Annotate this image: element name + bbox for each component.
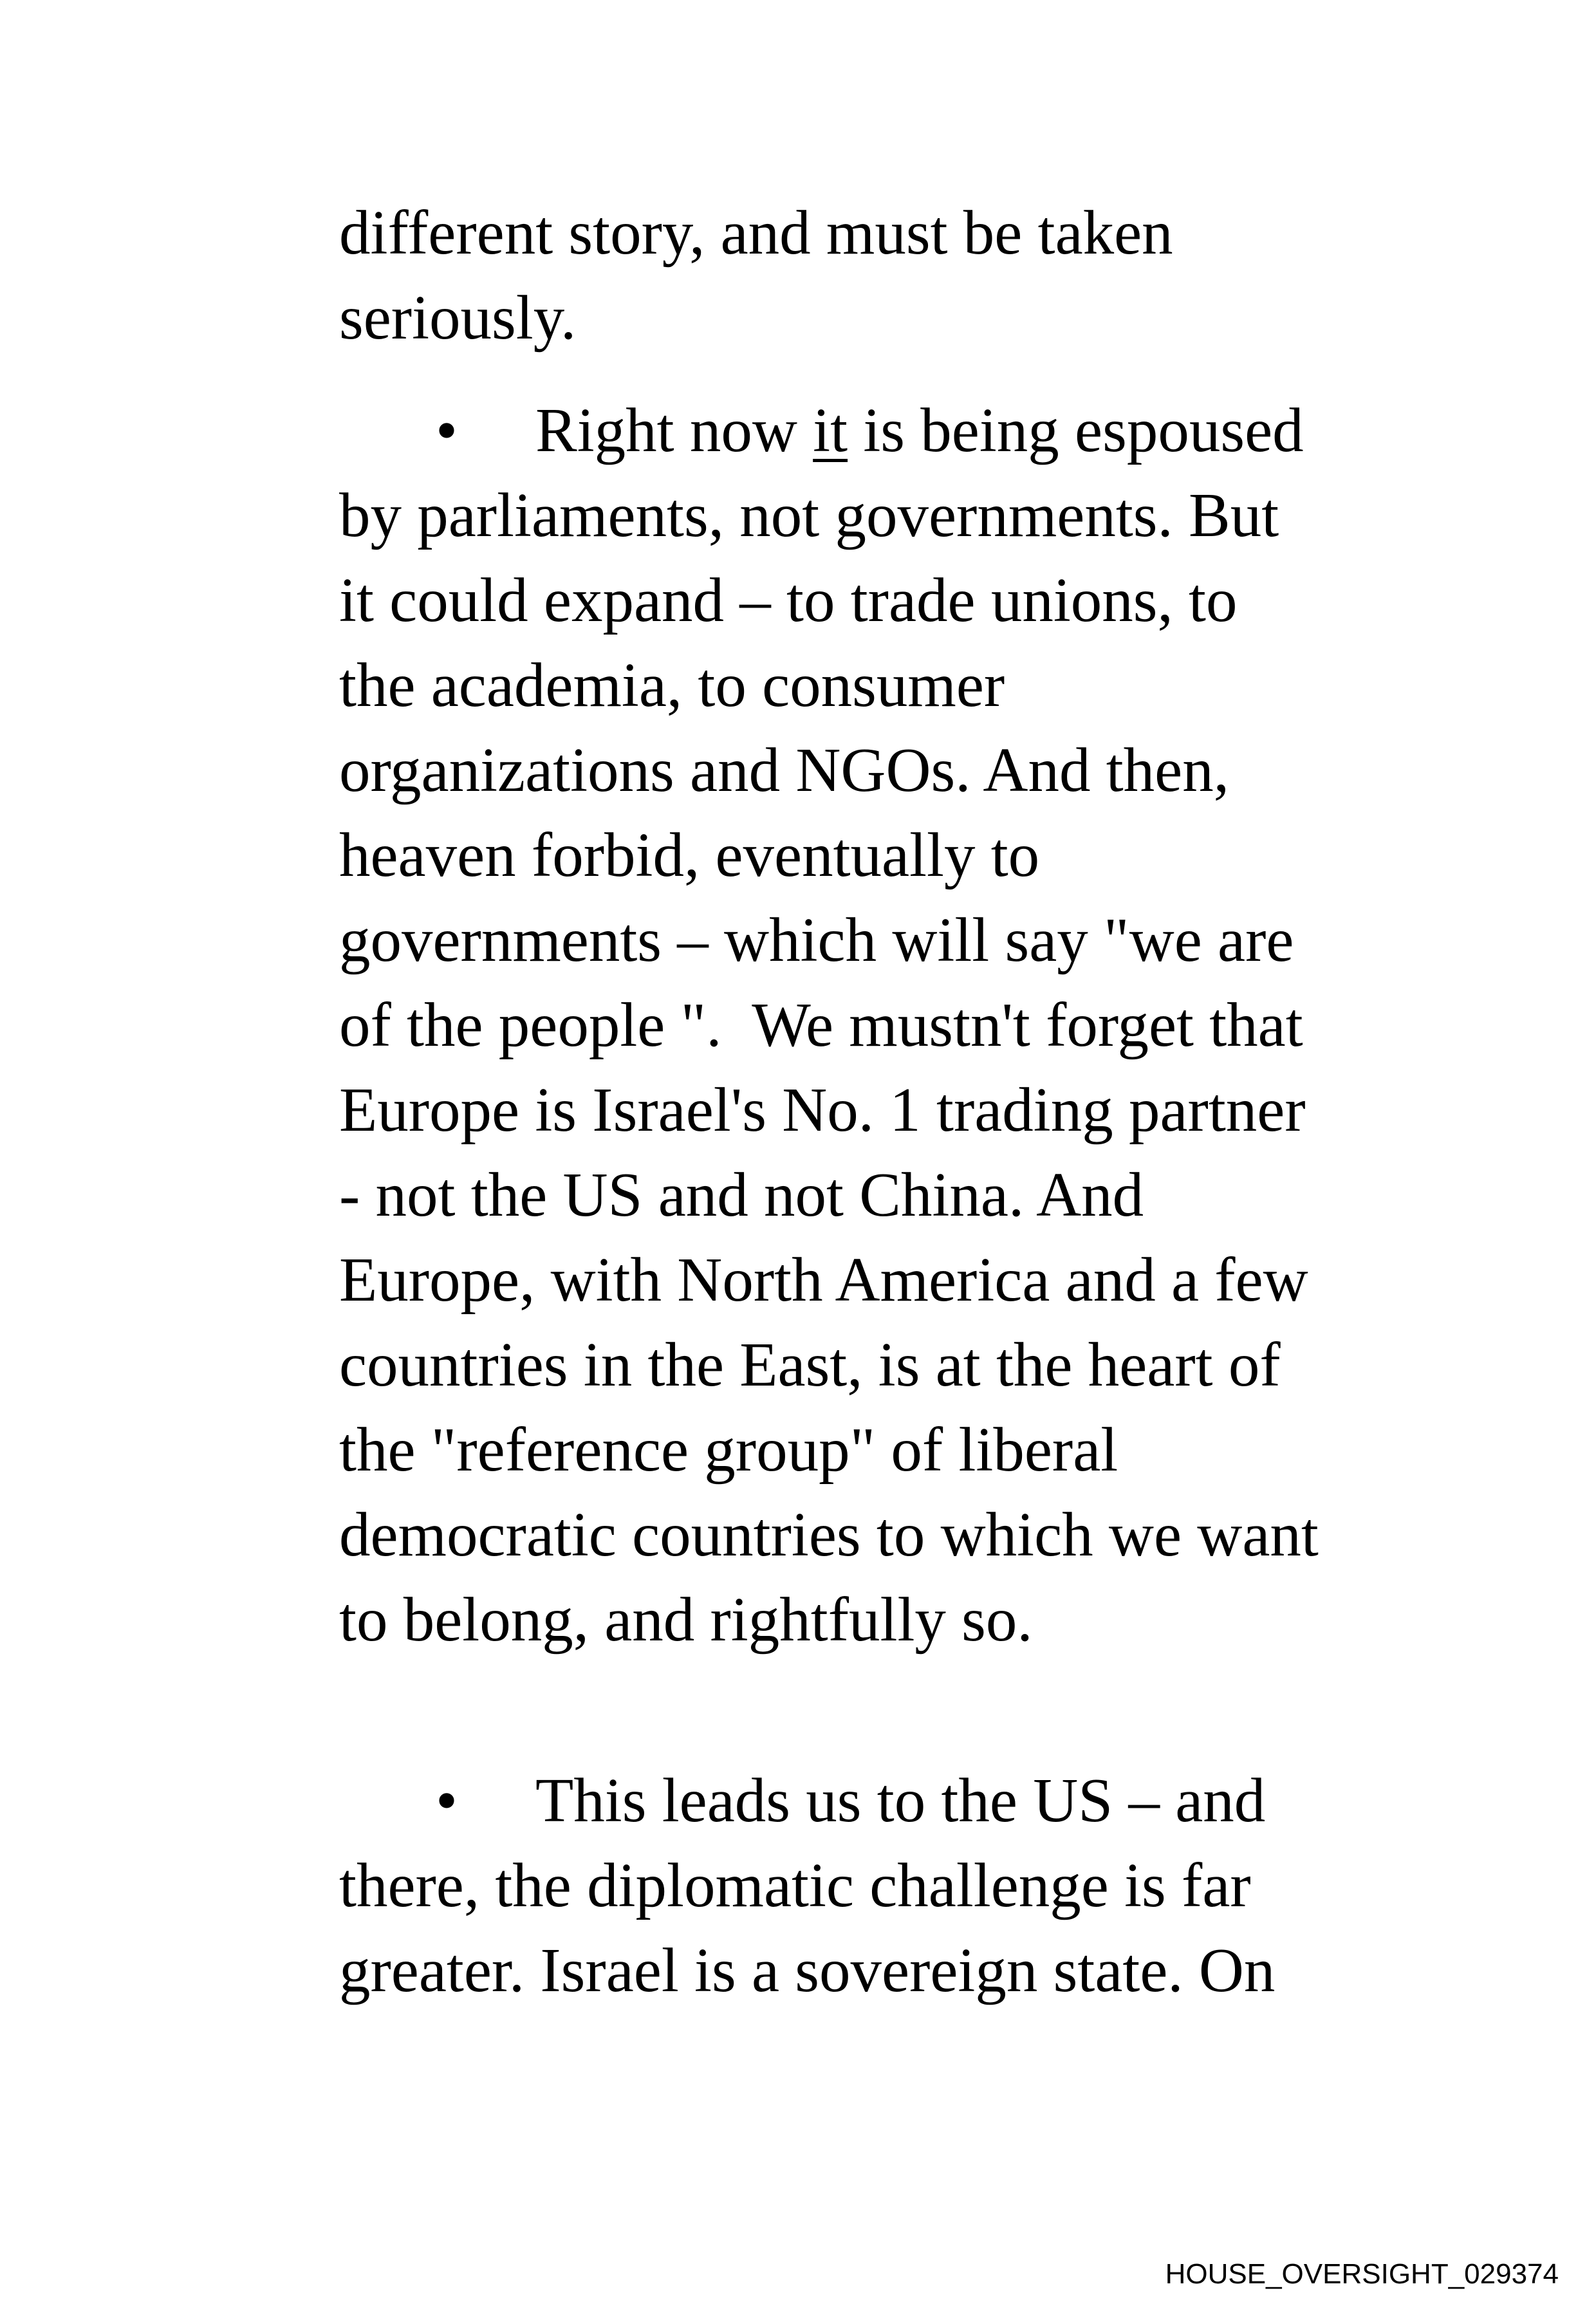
text-line: greater. Israel is a sovereign state. On [339,1936,1276,2005]
bullet-first-line [339,388,1395,473]
bullet-paragraph-us [339,1758,1395,2013]
text-line: seriously. [339,283,577,352]
paragraph-continuation [339,190,1395,360]
text-line: it could expand – to trade unions, to [339,566,1238,635]
text-line: governments – which will say "we are [339,905,1294,974]
text-line: countries in the East, is at the heart of [339,1330,1281,1399]
text-line: different story, and must be taken [339,198,1173,267]
text-line: heaven forbid, eventually to [339,821,1040,889]
underlined-word: it [813,396,848,465]
text-fragment: Right now [535,396,813,465]
bullet-icon: • [436,1766,458,1835]
text-fragment: This leads us to the US – and [535,1766,1266,1835]
bullet-icon: • [436,396,458,465]
text-line: - not the US and not China. And [339,1160,1144,1229]
text-line: the academia, to consumer [339,651,1005,719]
text-line: Europe, with North America and a few [339,1245,1308,1314]
text-line: Europe is Israel's No. 1 trading partner [339,1075,1306,1144]
text-line: by parliaments, not governments. But [339,481,1279,550]
text-line: of the people ". We mustn't forget that [339,990,1303,1059]
bullet-first-line [339,1758,1395,1843]
text-line: there, the diplomatic challenge is far [339,1851,1251,1920]
text-line: the "reference group" of liberal [339,1415,1118,1484]
text-line: democratic countries to which we want [339,1500,1319,1569]
text-line: to belong, and rightfully so. [339,1585,1033,1654]
bullet-paragraph-parliaments [339,388,1395,1662]
text-fragment: is being espoused [848,396,1304,465]
document-id-footer: HOUSE_OVERSIGHT_029374 [1165,2258,1559,2290]
text-line: organizations and NGOs. And then, [339,736,1229,804]
